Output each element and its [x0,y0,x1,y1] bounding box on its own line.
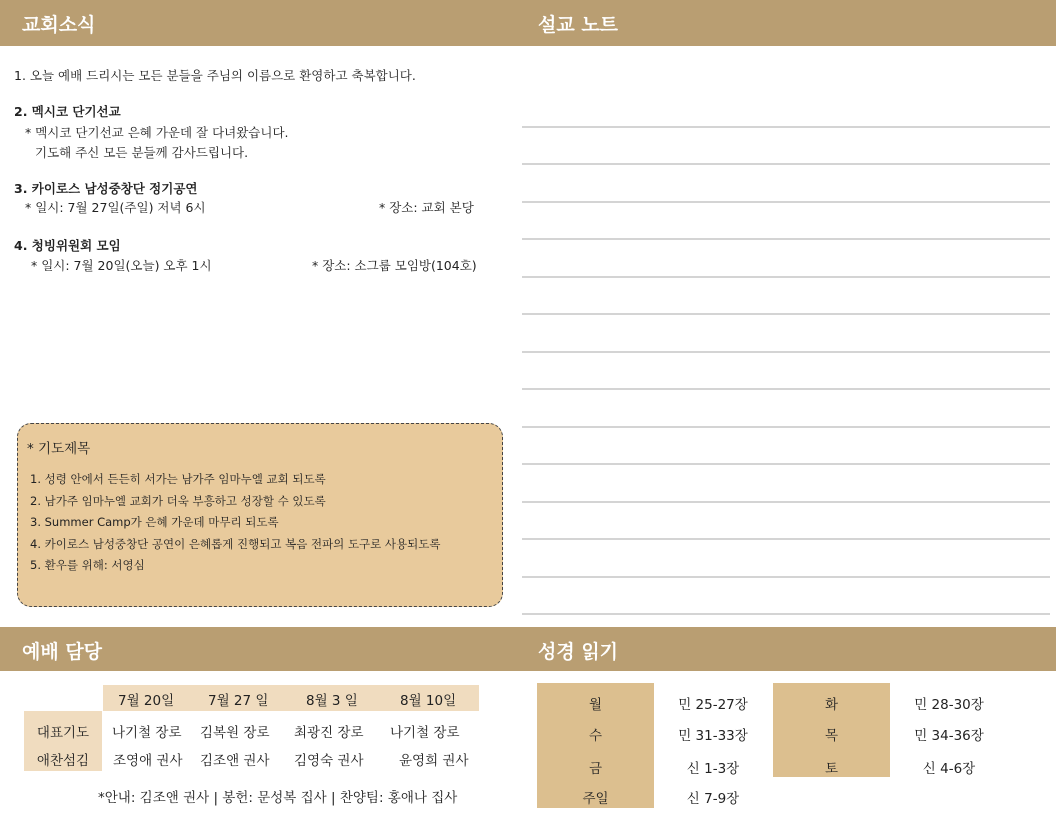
meal-server: 김영숙 권사 [294,753,364,769]
prayer-leader: 최광진 장로 [294,725,364,741]
bible-reference: 신 1-3장 [686,761,740,777]
news-item-concert-place: * 장소: 교회 본당 [379,200,474,215]
news-item-welcome: 1. 오늘 예배 드리시는 모든 분들을 주님의 이름으로 환영하고 축복합니다. [14,68,416,83]
role-label-meal: 애찬섬김 [36,753,90,769]
note-line [522,465,1050,503]
note-line [522,203,1050,241]
bible-day-tue: 화 [824,697,839,713]
prayer-item: 1. 성령 안에서 든든히 서가는 남가주 임마누엘 교회 되도록 [30,472,326,486]
note-line [522,128,1050,166]
prayer-item: 4. 카이로스 남성중창단 공연이 은혜롭게 진행되고 복음 전파의 도구로 사용되도록 [30,536,441,551]
bible-reference: 신 4-6장 [922,761,976,777]
bible-reference: 민 25-27장 [678,697,748,713]
bible-day-sat: 토 [824,761,839,777]
role-label-prayer: 대표기도 [36,725,90,741]
bible-reference: 민 28-30장 [914,697,984,713]
note-line [522,240,1050,278]
worship-duty-table [0,671,520,816]
prayer-item: 3. Summer Camp가 은혜 가운데 마무리 되도록 [30,515,279,529]
bible-day-wed: 수 [588,728,603,744]
note-line [522,353,1050,391]
meal-server: 김조앤 권사 [200,753,270,769]
news-item-committee-place: * 장소: 소그룹 모임방(104호) [312,258,477,273]
bible-reference: 신 7-9장 [686,791,740,807]
bible-day-fri: 금 [588,761,603,777]
news-item-mission-line1: * 멕시코 단기선교 은혜 가운데 잘 다녀왔습니다. [25,125,289,140]
bible-reading-table [520,671,1056,816]
worship-duty-title: 예배 담당 [22,641,103,663]
note-line [522,503,1050,541]
worship-date: 8월 3 일 [306,693,358,709]
worship-date: 7월 27 일 [208,693,269,709]
bible-day-thu: 목 [824,728,839,744]
bible-reading-title: 성경 읽기 [538,641,619,663]
sermon-notes-title: 설교 노트 [538,14,619,36]
bible-day-mon: 월 [588,697,603,713]
note-line [522,390,1050,428]
church-news-title: 교회소식 [22,14,96,36]
note-line [522,578,1050,616]
prayer-heading: * 기도제목 [27,441,91,457]
sermon-note-lines [522,90,1050,615]
meal-server: 윤영희 권사 [399,753,469,769]
sermon-notes-header [520,0,1056,46]
note-line [522,428,1050,466]
note-line [522,165,1050,203]
bible-day-sun: 주일 [582,791,609,807]
bible-reference: 민 34-36장 [914,728,984,744]
worship-date-row [103,685,479,711]
prayer-leader: 나기철 장로 [390,725,460,741]
note-line [522,90,1050,128]
news-item-committee-title: 4. 청빙위원회 모임 [14,238,121,253]
news-item-mission-title: 2. 멕시코 단기선교 [14,104,121,119]
prayer-leader: 김복원 장로 [200,725,270,741]
worship-date: 8월 10일 [400,693,457,709]
worship-date: 7월 20일 [118,693,175,709]
prayer-list [30,471,440,579]
bible-reading-header [520,627,1056,671]
worship-role-column [24,711,102,771]
meal-server: 조영애 권사 [113,753,183,769]
prayer-requests-box [17,423,503,607]
note-line [522,540,1050,578]
worship-duty-note: *안내: 김조앤 권사 | 봉헌: 문성복 집사 | 찬양팀: 홍애나 집사 [98,790,458,806]
news-item-concert-title: 3. 카이로스 남성중창단 정기공연 [14,181,198,196]
news-item-committee-date: * 일시: 7월 20일(오늘) 오후 1시 [31,258,212,273]
church-news-header [0,0,520,46]
prayer-item: 2. 남가주 임마누엘 교회가 더욱 부흥하고 성장할 수 있도록 [30,493,326,508]
prayer-leader: 나기철 장로 [112,725,182,741]
news-item-mission-line2: 기도해 주신 모든 분들께 감사드립니다. [35,145,249,160]
note-line [522,315,1050,353]
prayer-item: 5. 환우를 위해: 서영심 [30,558,145,572]
news-item-concert-date: * 일시: 7월 27일(주일) 저녁 6시 [25,200,206,215]
note-line [522,278,1050,316]
worship-duty-header [0,627,520,671]
bible-reference: 민 31-33장 [678,728,748,744]
